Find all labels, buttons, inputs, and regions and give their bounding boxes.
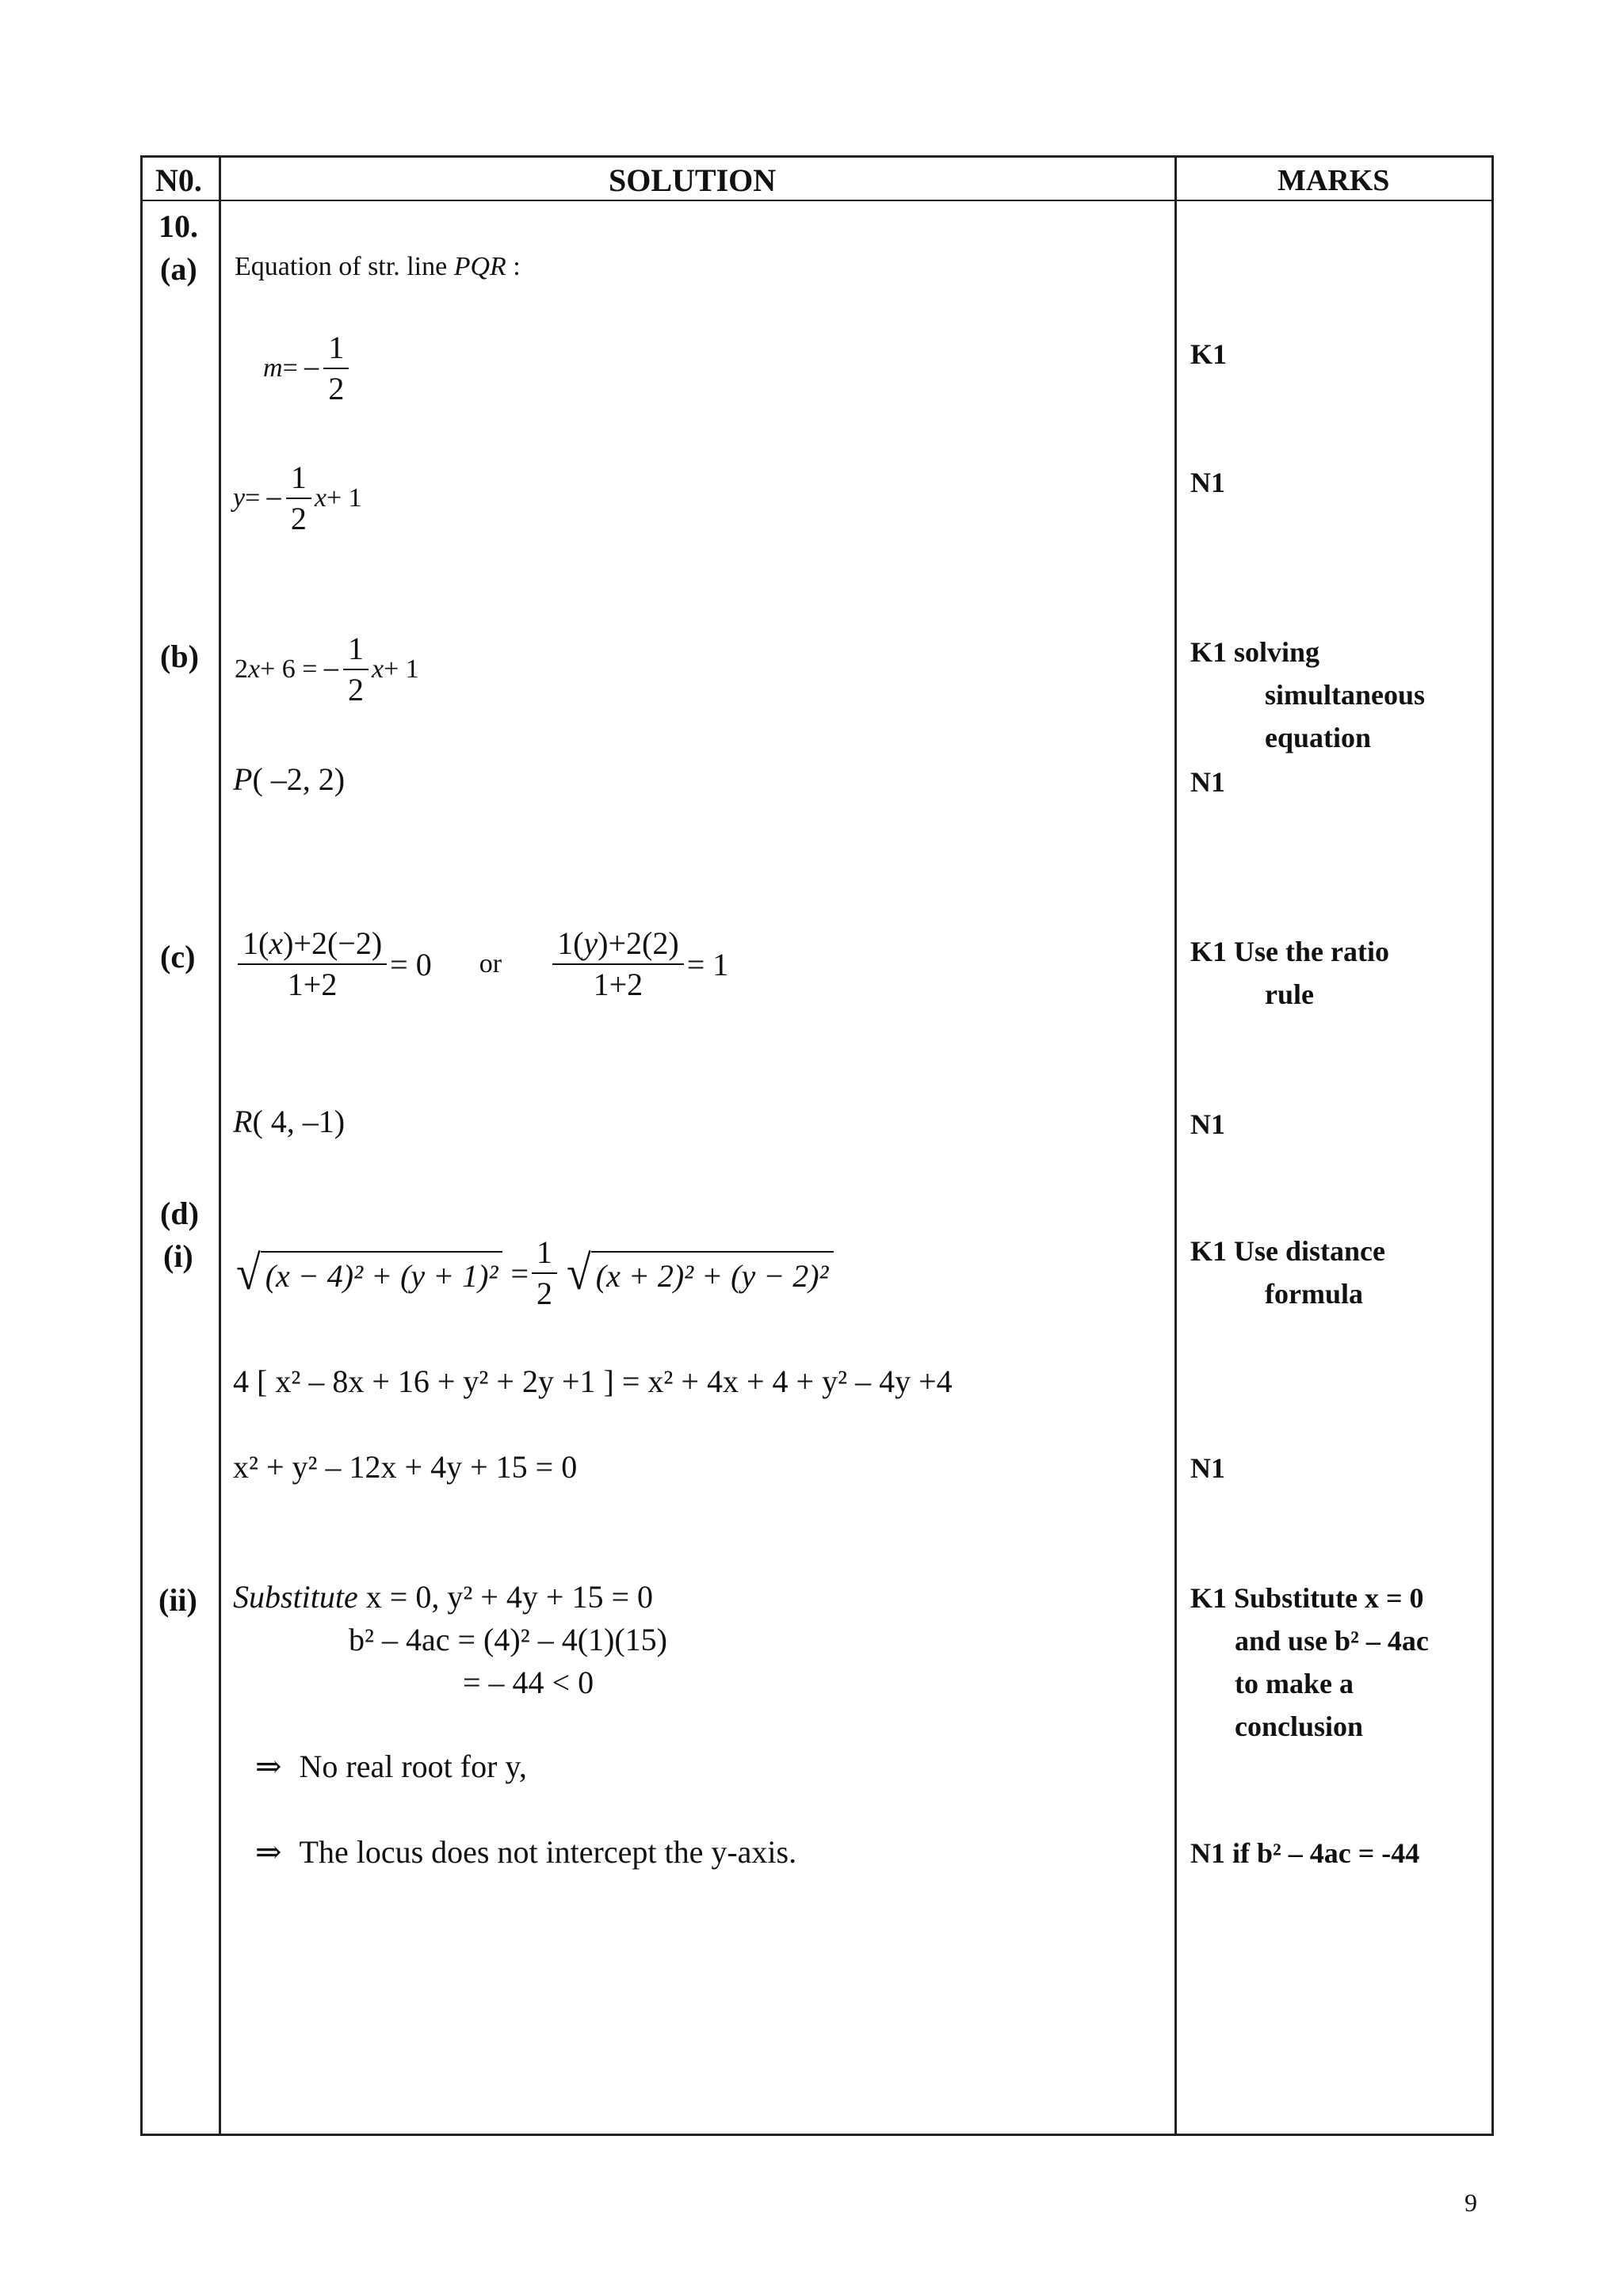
c-point-r: R( 4, –1): [233, 1104, 346, 1139]
a-mark-k1: K1: [1190, 338, 1228, 370]
a-line-equation: y = − $\frac{1}{2}$ x + 1: [233, 460, 362, 536]
table-border-bottom: [140, 2134, 1494, 2136]
page-number: 9: [1465, 2188, 1477, 2217]
a-intro: Equation of str. line PQR :: [235, 252, 521, 281]
b-point-p: P( –2, 2): [233, 761, 346, 797]
implies-icon: ⇒: [255, 1749, 282, 1784]
c-mark-n1: N1: [1190, 1108, 1225, 1140]
part-d-label: (d): [160, 1196, 199, 1231]
ii-mark-n1: N1 if b² – 4ac = -44: [1190, 1837, 1420, 1869]
ii-conclusion-2: ⇒ The locus does not intercept the y-axis.: [255, 1834, 797, 1870]
column-divider-1: [219, 155, 221, 2136]
header-no: N0.: [155, 162, 202, 198]
c-ratio-equations: $\frac{1(x)+2(-2)}{1+2}$ = 0 or $\frac{1(y)+2(2)}{1+2}$ = 1: [235, 927, 728, 1001]
header-marks: MARKS: [1277, 164, 1390, 197]
question-number: 10.: [158, 208, 198, 244]
part-c-label: (c): [160, 939, 196, 974]
d-mark-n1: N1: [1190, 1452, 1225, 1484]
implies-icon: ⇒: [255, 1834, 282, 1870]
part-b-label: (b): [160, 639, 199, 674]
d-locus-equation: x² + y² – 12x + 4y + 15 = 0: [233, 1449, 578, 1485]
ii-discriminant: b² – 4ac = (4)² – 4(1)(15): [349, 1622, 667, 1657]
d-expanded-equation: 4 [ x² – 8x + 16 + y² + 2y +1 ] = x² + 4x + 4 + y² – 4y +4: [233, 1363, 953, 1399]
part-d-i-label: (i): [163, 1238, 193, 1274]
a-mark-n1: N1: [1190, 467, 1225, 498]
header-solution: SOLUTION: [609, 162, 777, 198]
d-distance-equation: √ (x − 4)² + (y + 1)² = $\frac{1}{2}$ √ (x + 2)² + (y − 2)²: [236, 1236, 834, 1310]
table-border-left: [140, 155, 143, 2136]
table-border-top: [140, 155, 1494, 158]
part-d-ii-label: (ii): [158, 1582, 197, 1618]
b-simultaneous-equation: 2 x + 6 = − $\frac{1}{2}$ x + 1: [235, 631, 419, 707]
ii-substitute: Substitute x = 0, y² + 4y + 15 = 0: [233, 1579, 654, 1615]
ii-mark-k1: K1 Substitute x = 0 and use b² – 4ac to make a conclusion: [1190, 1582, 1429, 1742]
ii-discriminant-result: = – 44 < 0: [463, 1665, 594, 1700]
header-separator: [140, 200, 1494, 201]
c-mark-k1: K1 Use the ratio rule: [1190, 936, 1389, 1010]
table-border-right: [1491, 155, 1494, 2136]
part-a-label: (a): [160, 251, 197, 287]
d-sqrt-right: √ (x + 2)² + (y − 2)²: [567, 1251, 833, 1295]
b-mark-k1: K1 solving simultaneous equation: [1190, 636, 1426, 753]
d-mark-k1: K1 Use distance formula: [1190, 1235, 1385, 1310]
ii-conclusion-1: ⇒ No real root for y,: [255, 1749, 527, 1784]
a-slope-equation: m = − $\frac{1}{2}$: [263, 331, 352, 406]
column-divider-2: [1174, 155, 1177, 2136]
b-mark-n1: N1: [1190, 766, 1225, 798]
d-sqrt-left: √ (x − 4)² + (y + 1)²: [236, 1251, 502, 1295]
